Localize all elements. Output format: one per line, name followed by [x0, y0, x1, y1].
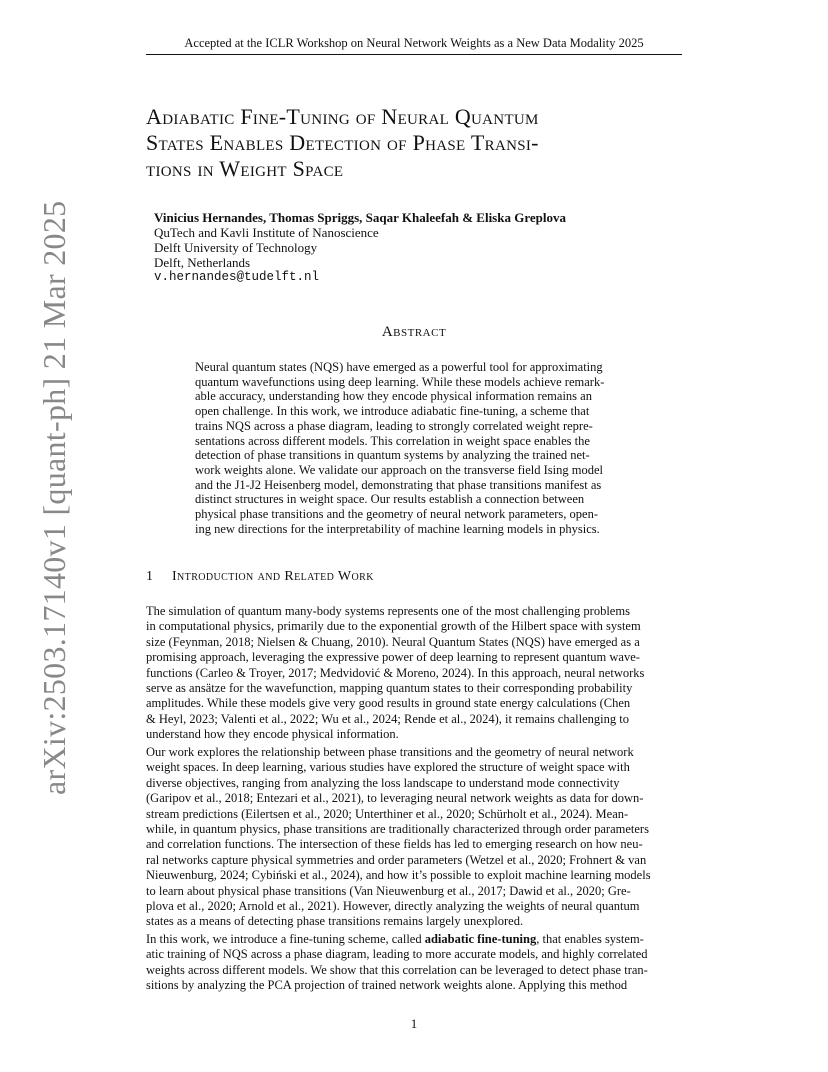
- paragraph-line: Our work explores the relationship between phase transitions and the geometry of neural network: [146, 745, 634, 759]
- paragraph-intro-2: [146, 745, 686, 930]
- paragraph-line: & Heyl, 2023; Valenti et al., 2022; Wu et al., 2024; Rende et al., 2024), it remains challenging to: [146, 711, 629, 726]
- page-number: 1: [410, 1016, 418, 1031]
- paragraph-line: states as a means of detecting phase transitions remains largely unexplored.: [146, 914, 524, 929]
- section-number: 1: [146, 569, 154, 584]
- abstract-line: and the J1-J2 Heisenberg model, demonstrating that phase transitions manifest as: [195, 477, 602, 492]
- abstract-line: work weights alone. We validate our approach on the transverse field Ising model: [195, 462, 604, 477]
- paragraph-fragment: , that enables system-: [536, 932, 644, 946]
- paragraph-intro-1: [146, 604, 686, 743]
- section-title: Introduction and Related Work: [172, 569, 374, 584]
- author-email: v.hernandes@tudelft.nl: [154, 270, 320, 284]
- abstract-line: physical phase transitions and the geometry of neural network parameters, open-: [195, 507, 598, 522]
- paragraph-line: promising approach, leveraging the expressive power of deep learning to represent quantum wave-: [146, 650, 640, 665]
- abstract-line: trains NQS across a phase diagram, leading to strongly correlated weight repre-: [195, 418, 593, 433]
- affiliation-line: QuTech and Kavli Institute of Nanoscience: [154, 225, 379, 240]
- abstract-line: open challenge. In this work, we introduce adiabatic fine-tuning, a scheme that: [195, 404, 590, 419]
- affiliation-line: Delft University of Technology: [154, 240, 318, 255]
- paragraph-intro-3: [146, 932, 686, 994]
- paragraph-line: functions (Carleo & Troyer, 2017; Medvidović & Moreno, 2024). In this approach, neural networks: [146, 665, 645, 680]
- paragraph-line: understand how they encode physical information.: [146, 727, 399, 742]
- author-block: [154, 210, 566, 285]
- paragraph-line: serve as ansätze for the wavefunction, mapping quantum states to their corresponding probability: [146, 681, 633, 696]
- paragraph-line: to learn about physical phase transitions (Van Nieuwenburg et al., 2017; Dawid et al., 2020; Gre-: [146, 883, 631, 898]
- abstract-line: ing new directions for the interpretability of machine learning models in physics.: [195, 521, 600, 536]
- title-line: States Enables Detection of Phase Transi-: [146, 130, 539, 155]
- paragraph-line: Nieuwenburg, 2024; Cybiński et al., 2024), and how it’s possible to exploit machine learning models: [146, 868, 651, 883]
- paragraph-line: in computational physics, primarily due to the exponential growth of the Hilbert space with system: [146, 619, 641, 634]
- paragraph-line: weights across different models. We show that this correlation can be leveraged to detect phase tran-: [146, 962, 648, 977]
- running-header: Accepted at the ICLR Workshop on Neural Network Weights as a New Data Modality 2025: [184, 36, 644, 50]
- paragraph-line: stream predictions (Eilertsen et al., 2020; Unterthiner et al., 2020; Schürholt et al., 2024). Mean-: [146, 806, 629, 821]
- title-line: Adiabatic Fine-Tuning of Neural Quantum: [146, 104, 539, 129]
- author-names: Vinicius Hernandes, Thomas Spriggs, Saqar Khaleefah & Eliska Greplova: [154, 210, 566, 225]
- paragraph-line: while, in quantum physics, phase transitions are traditionally characterized through order parameters: [146, 822, 649, 837]
- section-heading: [146, 569, 374, 585]
- abstract-line: detection of phase transitions in quantum systems by analyzing the trained net-: [195, 448, 590, 463]
- paragraph-line: size (Feynman, 2018; Nielsen & Chuang, 2010). Neural Quantum States (NQS) have emerged as a: [146, 634, 640, 649]
- paragraph-line: atic training of NQS across a phase diagram, leading to more accurate models, and highly correlated: [146, 947, 648, 962]
- abstract-line: distinct structures in weight space. Our results establish a connection between: [195, 492, 585, 507]
- header-rule: [146, 54, 682, 55]
- paragraph-line: The simulation of quantum many-body systems represents one of the most challenging problems: [146, 604, 630, 618]
- abstract-line: able accuracy, understanding how they encode physical information remains an: [195, 389, 592, 404]
- paragraph-line: plova et al., 2020; Arnold et al., 2021). However, directly analyzing the weights of neural quantum: [146, 899, 640, 914]
- paragraph-line: amplitudes. While these models give very good results in ground state energy calculations (Chen: [146, 696, 631, 711]
- affiliation-line: Delft, Netherlands: [154, 255, 251, 270]
- paragraph-line: ral networks capture physical symmetries and order parameters (Wetzel et al., 2020; Frohnert & van: [146, 852, 647, 867]
- abstract-line: Neural quantum states (NQS) have emerged as a powerful tool for approximating: [195, 360, 603, 374]
- bold-term: adiabatic fine-tuning: [424, 932, 537, 946]
- paragraph-fragment: In this work, we introduce a fine-tuning scheme, called: [146, 932, 425, 946]
- abstract-body: [195, 360, 635, 536]
- paragraph-line: weight spaces. In deep learning, various studies have explored the structure of weight space with: [146, 760, 630, 775]
- paragraph-line: sitions by analyzing the PCA projection of trained network weights alone. Applying this method: [146, 978, 628, 993]
- abstract-heading: Abstract: [381, 324, 447, 340]
- paragraph-line: and correlation functions. The intersection of these fields has led to emerging research on how neu-: [146, 837, 643, 852]
- abstract-line: sentations across different models. This correlation in weight space enables the: [195, 433, 590, 448]
- paragraph-line: diverse objectives, ranging from analyzing the loss landscape to understand mode connectivity: [146, 775, 620, 790]
- abstract-line: quantum wavefunctions using deep learning. While these models achieve remark-: [195, 374, 605, 389]
- arxiv-stamp: arXiv:2503.17140v1 [quant-ph] 21 Mar 2025: [36, 200, 72, 795]
- paper-title: [146, 104, 686, 182]
- paragraph-line: (Garipov et al., 2018; Entezari et al., 2021), to leveraging neural network weights as data for down-: [146, 791, 644, 806]
- paragraph-line: [146, 932, 686, 947]
- title-line: tions in Weight Space: [146, 156, 344, 181]
